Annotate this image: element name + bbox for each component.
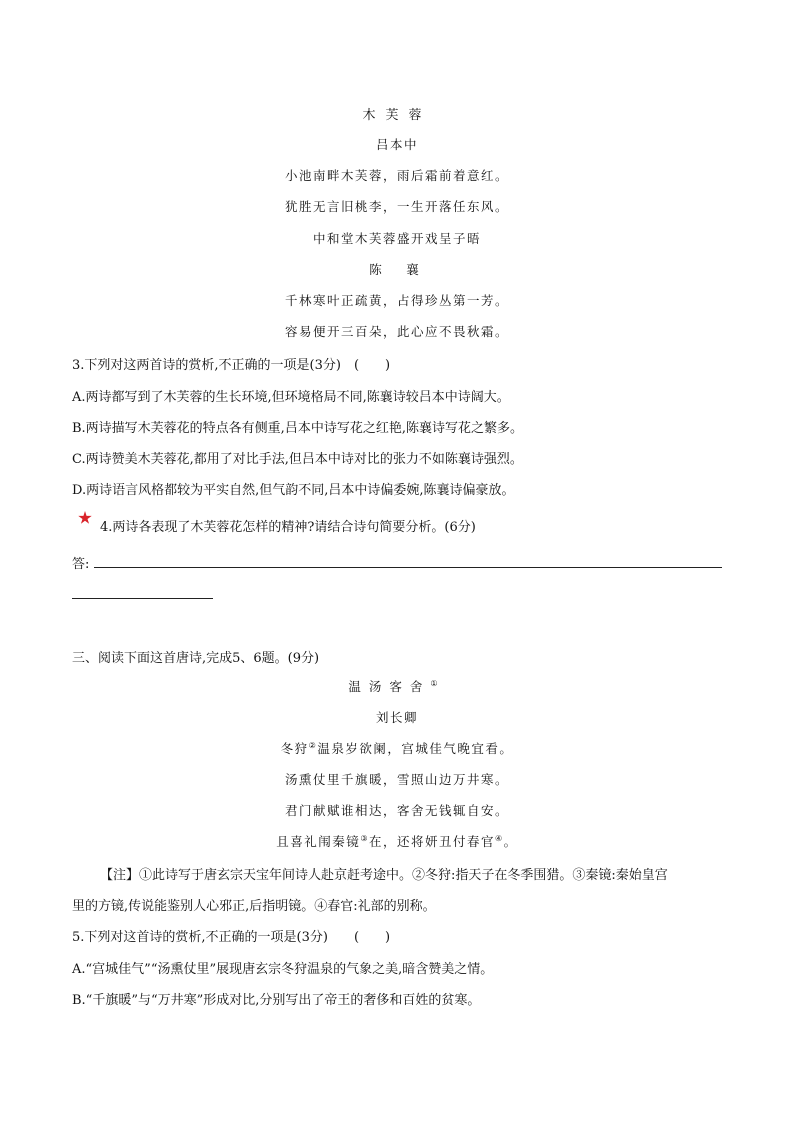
poem3-title-row xyxy=(0,677,794,695)
poem3-line-4 xyxy=(0,832,794,850)
poem2-line-1: 千林寒叶正疏黄，占得珍丛第一芳。 xyxy=(284,293,509,308)
note-line-2: 里的方镜,传说能鉴别人心邪正,后指明镜。④春官:礼部的别称。 xyxy=(72,899,436,914)
answer-label: 答: xyxy=(72,557,90,572)
q3-option-a: A.两诗都写到了木芙蓉的生长环境,但环境格局不同,陈襄诗较吕本中诗阔大。 xyxy=(72,390,510,405)
note-line-1: 【注】①此诗写于唐玄宗天宝年间诗人赴京赶考途中。②冬狩:指天子在冬季围猎。③秦镜:秦始皇宫 xyxy=(100,868,668,883)
poem3-title: 温汤客舍 xyxy=(348,679,431,694)
poem2-line-2: 容易便开三百朵，此心应不畏秋霜。 xyxy=(284,324,509,339)
poem3-line-1b: 温泉岁欲阑，宫城佳气晚宜看。 xyxy=(317,741,514,756)
poem1-author: 吕本中 xyxy=(375,137,418,152)
q3-option-d: D.两诗语言风格都较为平实自然,但气韵不同,吕本中诗偏委婉,陈襄诗偏豪放。 xyxy=(72,483,515,498)
q5-stem: 5.下列对这首诗的赏析,不正确的一项是(3分) ( ) xyxy=(72,930,391,945)
poem1-title: 木芙蓉 xyxy=(362,108,432,123)
poem3-line-3: 君门献赋谁相达，客舍无钱辄自安。 xyxy=(284,803,509,818)
poem1-line-2: 犹胜无言旧桃李，一生开落任东风。 xyxy=(284,199,509,214)
footnote-mark: ④ xyxy=(495,833,504,843)
poem3-line-4c: 。 xyxy=(503,834,518,849)
footnote-mark: ② xyxy=(308,740,318,750)
poem3-author: 刘长卿 xyxy=(375,710,418,725)
footnote-mark: ① xyxy=(430,678,446,688)
poem1-line-1: 小池南畔木芙蓉，雨后霜前着意红。 xyxy=(284,168,509,183)
q5-option-b: B.“千旗暖”与“万井寒”形成对比,分别写出了帝王的奢侈和百姓的贫寒。 xyxy=(72,993,481,1008)
answer-line-2[interactable] xyxy=(72,598,213,599)
q3-option-c: C.两诗赞美木芙蓉花,都用了对比手法,但吕本中诗对比的张力不如陈襄诗强烈。 xyxy=(72,452,523,467)
star-icon xyxy=(78,511,92,525)
poem3-line-4b: 在，还将妍丑付春官 xyxy=(368,834,495,849)
poem2-author: 陈 襄 xyxy=(369,262,425,277)
poem3-line-1a: 冬狩 xyxy=(280,741,309,756)
q5-option-a: A.“宫城佳气”“汤熏仗里”展现唐玄宗冬狩温泉的气象之美,暗含赞美之情。 xyxy=(72,962,494,977)
poem3-line-4a: 且喜礼闱秦镜 xyxy=(276,834,361,849)
poem3-line-2: 汤熏仗里千旗暖，雪照山边万井寒。 xyxy=(284,772,509,787)
q4-stem: 4.两诗各表现了木芙蓉花怎样的精神?请结合诗句简要分析。(6分) xyxy=(100,520,476,535)
q3-option-b: B.两诗描写木芙蓉花的特点各有侧重,吕本中诗写花之红艳,陈襄诗写花之繁多。 xyxy=(72,421,523,436)
poem2-title: 中和堂木芙蓉盛开戏呈子晤 xyxy=(312,231,481,246)
answer-line-1[interactable] xyxy=(94,567,722,568)
section-heading: 三、阅读下面这首唐诗,完成5、6题。(9分) xyxy=(72,651,320,666)
q3-stem: 3.下列对这两首诗的赏析,不正确的一项是(3分) ( ) xyxy=(72,358,391,373)
footnote-mark: ③ xyxy=(360,833,369,843)
poem3-line-1 xyxy=(0,739,794,757)
